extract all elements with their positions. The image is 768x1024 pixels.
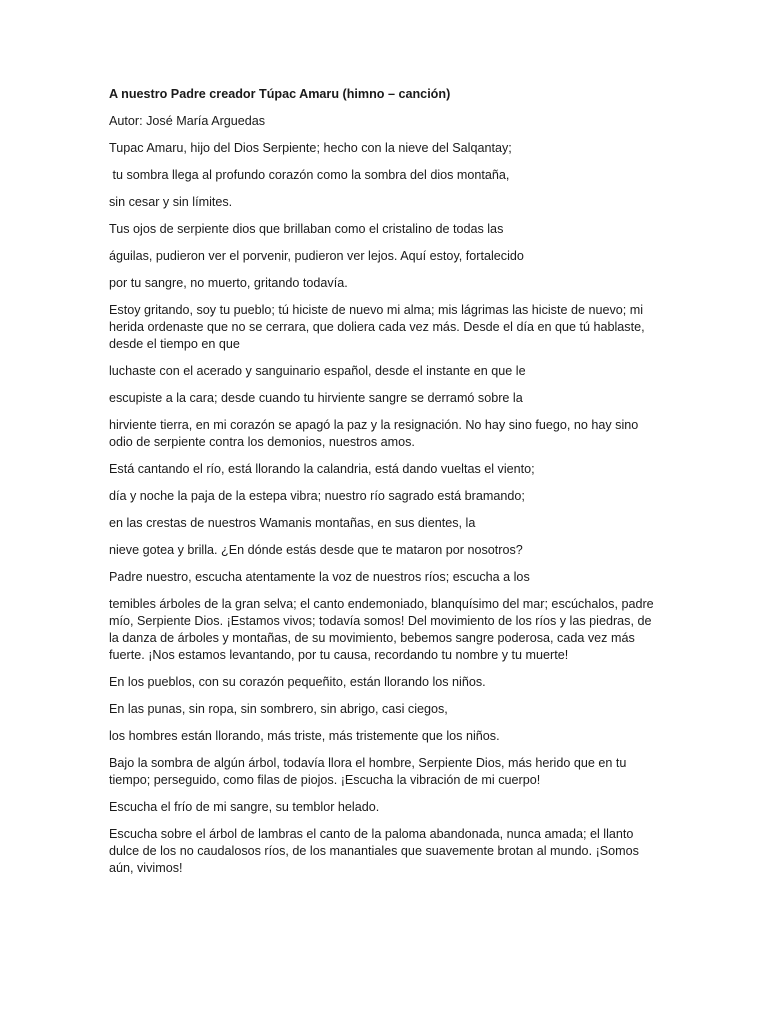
paragraph: Padre nuestro, escucha atentamente la voz de nuestros ríos; escucha a los [109,570,530,584]
paragraph: escupiste a la cara; desde cuando tu hirviente sangre se derramó sobre la [109,391,523,405]
paragraph: Bajo la sombra de algún árbol, todavía llora el hombre, Serpiente Dios, más herido que en tu tiempo; perseguido, como filas de piojos. ¡Escucha la vibración de mi cuerpo! [109,756,630,787]
document-page [109,86,658,887]
paragraph: Está cantando el río, está llorando la calandria, está dando vueltas el viento; [109,462,535,476]
paragraph: Estoy gritando, soy tu pueblo; tú hiciste de nuevo mi alma; mis lágrimas las hiciste de nuevo; mi herida ordenaste que no se cerrara, que doliera cada vez más. Desde el día en que tú hablaste, desde el tiempo en que [109,303,649,351]
paragraph: en las crestas de nuestros Wamanis montañas, en sus dientes, la [109,516,476,530]
paragraph: En los pueblos, con su corazón pequeñito, están llorando los niños. [109,675,486,689]
paragraph: sin cesar y sin límites. [109,195,233,209]
paragraph: temibles árboles de la gran selva; el canto endemoniado, blanquísimo del mar; escúchalos, padre mío, Serpiente Dios. ¡Estamos vivos; todavía somos! Del movimiento de los ríos y las piedras, de la danza de árboles y montañas, de su movimiento, bebemos sangre poderosa, cada vez más fuerte. ¡Nos estamos levantando, por tu causa, recordando tu nombre y tu muerte! [109,597,658,662]
document-author: Autor: José María Arguedas [109,114,266,128]
paragraph: los hombres están llorando, más triste, más tristemente que los niños. [109,729,500,743]
paragraph: Tus ojos de serpiente dios que brillaban como el cristalino de todas las [109,222,504,236]
paragraph: águilas, pudieron ver el porvenir, pudieron ver lejos. Aquí estoy, fortalecido [109,249,524,263]
paragraph: tu sombra llega al profundo corazón como la sombra del dios montaña, [109,168,510,182]
paragraph: Tupac Amaru, hijo del Dios Serpiente; hecho con la nieve del Salqantay; [109,141,512,155]
paragraph: por tu sangre, no muerto, gritando todavía. [109,276,348,290]
paragraph: nieve gotea y brilla. ¿En dónde estás desde que te mataron por nosotros? [109,543,523,557]
paragraph: En las punas, sin ropa, sin sombrero, sin abrigo, casi ciegos, [109,702,448,716]
paragraph: Escucha el frío de mi sangre, su temblor helado. [109,800,380,814]
paragraph: hirviente tierra, en mi corazón se apagó la paz y la resignación. No hay sino fuego, no hay sino odio de serpiente contra los demonios, nuestros amos. [109,418,642,449]
paragraph: luchaste con el acerado y sanguinario español, desde el instante en que le [109,364,526,378]
paragraph: día y noche la paja de la estepa vibra; nuestro río sagrado está bramando; [109,489,525,503]
document-title: A nuestro Padre creador Túpac Amaru (himno – canción) [109,87,451,101]
paragraph: Escucha sobre el árbol de lambras el canto de la paloma abandonada, nunca amada; el llanto dulce de los no caudalosos ríos, de los manantiales que suavemente brotan al mundo. ¡Somos aún, vivimos! [109,827,643,875]
